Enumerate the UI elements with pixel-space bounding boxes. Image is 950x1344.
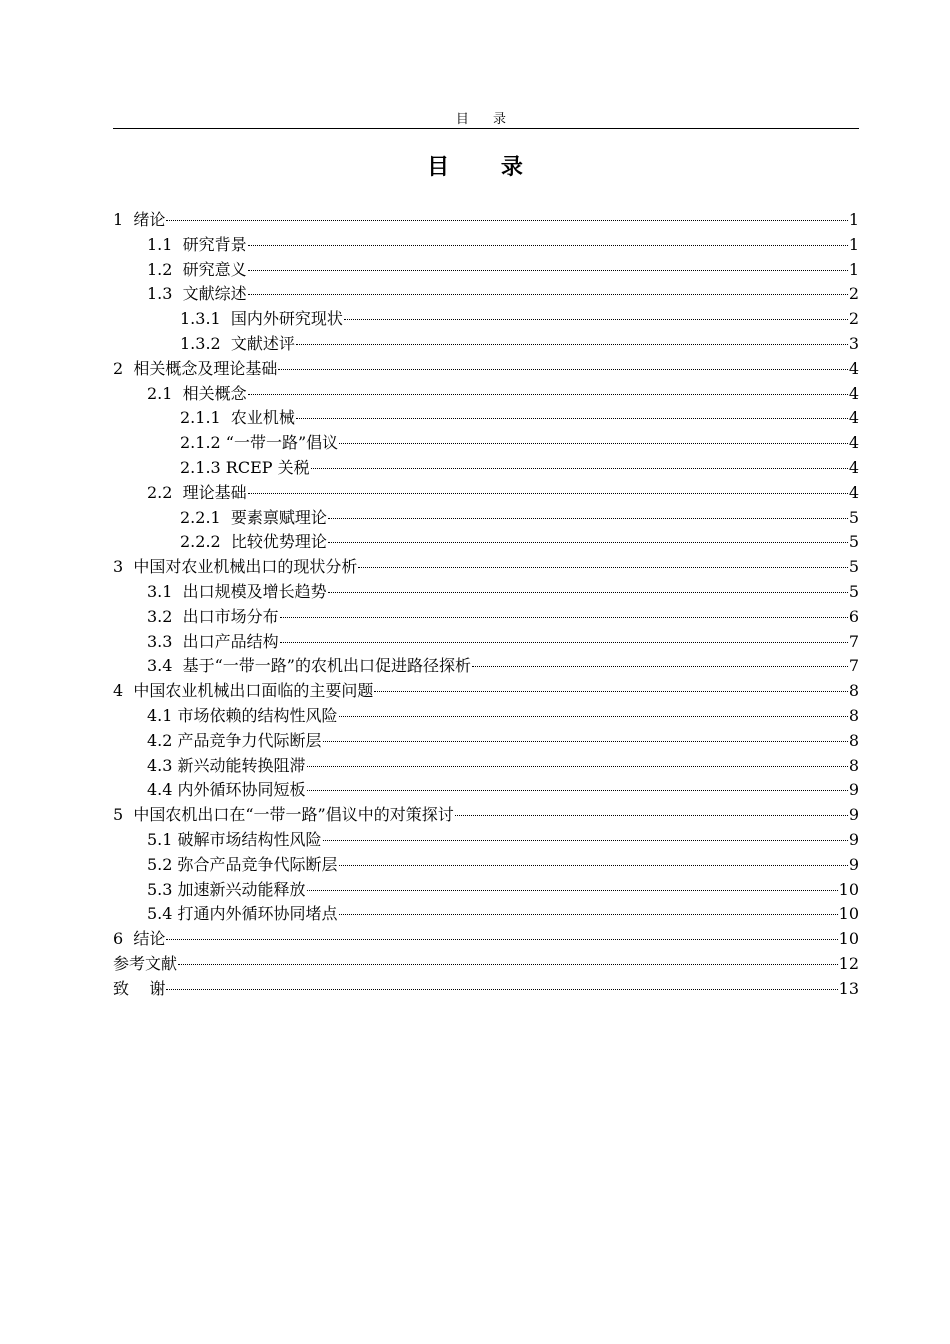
toc-dot-leader [280, 617, 848, 618]
toc-page-number: 7 [848, 631, 859, 651]
toc-dot-leader [328, 518, 848, 519]
toc-entry-label: 2.2.2 比较优势理论 [180, 532, 327, 552]
toc-entry[interactable] [113, 455, 859, 480]
toc-dot-leader [339, 914, 838, 915]
toc-entry[interactable] [113, 356, 859, 381]
toc-page-number: 4 [848, 482, 859, 502]
toc-dot-leader [311, 468, 848, 469]
toc-entry[interactable] [113, 257, 859, 282]
toc-page-number: 9 [848, 829, 859, 849]
toc-entry[interactable] [113, 926, 859, 951]
toc-page-number: 8 [848, 705, 859, 725]
toc-dot-leader [248, 245, 848, 246]
toc-page-number: 5 [848, 557, 859, 577]
toc-entry[interactable] [113, 505, 859, 530]
running-header: 目 录 [455, 112, 517, 127]
toc-page-number: 1 [848, 259, 859, 279]
toc-entry-label: 4 中国农业机械出口面临的主要问题 [113, 681, 374, 701]
toc-entry-label: 1.3.2 文献述评 [180, 333, 295, 353]
toc-entry[interactable] [113, 405, 859, 430]
toc-entry-label: 2.1.2 “一带一路”倡议 [180, 433, 339, 453]
toc-entry-label: 6 结论 [113, 929, 166, 949]
toc-dot-leader [358, 567, 847, 568]
toc-entry-label: 5.3 加速新兴动能释放 [147, 879, 306, 899]
toc-entry-label: 3 中国对农业机械出口的现状分析 [113, 557, 358, 577]
toc-dot-leader [296, 344, 848, 345]
toc-entry[interactable] [113, 480, 859, 505]
toc-entry[interactable] [113, 901, 859, 926]
toc-page-number: 1 [848, 210, 859, 229]
toc-page-number: 13 [838, 978, 859, 998]
toc-entry[interactable] [113, 629, 859, 654]
toc-entry-label: 2.1.3 RCEP 关税 [180, 457, 310, 477]
toc-entry-label: 2.2 理论基础 [147, 482, 247, 502]
toc-entry-label: 1.2 研究意义 [147, 259, 247, 279]
toc-entry-label: 1.3.1 国内外研究现状 [180, 309, 343, 329]
toc-page-number: 9 [848, 854, 859, 874]
toc-dot-leader [278, 369, 847, 370]
toc-entry[interactable] [113, 827, 859, 852]
toc-entry-label: 2.2.1 要素禀赋理论 [180, 507, 327, 527]
toc-entry[interactable] [113, 951, 859, 976]
toc-dot-leader [280, 642, 848, 643]
toc-page-number: 8 [848, 755, 859, 775]
toc-entry[interactable] [113, 529, 859, 554]
toc-dot-leader [323, 741, 848, 742]
toc-dot-leader [178, 964, 838, 965]
toc-dot-leader [248, 270, 848, 271]
toc-entry-label: 3.4 基于“一带一路”的农机出口促进路径探析 [147, 656, 471, 676]
toc-entry[interactable] [113, 802, 859, 827]
toc-page-number: 8 [848, 681, 859, 701]
toc-dot-leader [166, 989, 837, 990]
toc-dot-leader [248, 294, 848, 295]
toc-page-number: 4 [848, 408, 859, 428]
toc-entry-label: 5 中国农机出口在“一带一路”倡议中的对策探讨 [113, 805, 454, 825]
toc-entry-label: 4.3 新兴动能转换阻滞 [147, 755, 306, 775]
toc-page-number: 4 [848, 383, 859, 403]
toc-entry-label: 2 相关概念及理论基础 [113, 358, 278, 378]
toc-entry[interactable] [113, 554, 859, 579]
toc-entry[interactable] [113, 306, 859, 331]
toc-entry[interactable] [113, 232, 859, 257]
toc-entry-label: 致 谢 [113, 978, 166, 998]
toc-page-number: 4 [848, 457, 859, 477]
toc-entry[interactable] [113, 976, 859, 1001]
toc-entry[interactable] [113, 653, 859, 678]
toc-dot-leader [455, 815, 848, 816]
toc-dot-leader [307, 890, 838, 891]
toc-entry-label: 3.3 出口产品结构 [147, 631, 279, 651]
toc-page-number: 4 [848, 433, 859, 453]
toc-entry-label: 1 绪论 [113, 210, 166, 229]
toc-entry-label: 4.2 产品竞争力代际断层 [147, 730, 322, 750]
toc-dot-leader [307, 790, 848, 791]
toc-page-number: 3 [848, 333, 859, 353]
toc-page-number: 9 [848, 780, 859, 800]
toc-entry[interactable] [113, 281, 859, 306]
toc-entry-label: 4.1 市场依赖的结构性风险 [147, 705, 338, 725]
toc-dot-leader [323, 840, 848, 841]
toc-entry[interactable] [113, 728, 859, 753]
toc-entry-label: 4.4 内外循环协同短板 [147, 780, 306, 800]
toc-entry[interactable] [113, 381, 859, 406]
toc-entry-label: 2.1 相关概念 [147, 383, 247, 403]
toc-entry-label: 1.1 研究背景 [147, 234, 247, 254]
toc-entry[interactable] [113, 331, 859, 356]
toc-dot-leader [339, 865, 848, 866]
toc-page-number: 2 [848, 309, 859, 329]
header-rule [113, 128, 859, 129]
toc-entry-label: 5.1 破解市场结构性风险 [147, 829, 322, 849]
page-title: 目 录 [427, 155, 545, 180]
toc-entry[interactable] [113, 579, 859, 604]
toc-entry[interactable] [113, 678, 859, 703]
toc-dot-leader [339, 716, 848, 717]
toc-entry[interactable] [113, 207, 859, 232]
toc-entry-label: 5.2 弥合产品竞争代际断层 [147, 854, 338, 874]
toc-entry-label: 5.4 打通内外循环协同堵点 [147, 904, 338, 924]
toc-page-number: 9 [848, 805, 859, 825]
toc-dot-leader [328, 592, 848, 593]
toc-page-number: 7 [848, 656, 859, 676]
toc-dot-leader [248, 394, 848, 395]
toc-entry[interactable] [113, 877, 859, 902]
toc-page-number: 1 [848, 234, 859, 254]
toc-entry-label: 1.3 文献综述 [147, 284, 247, 304]
toc-dot-leader [248, 493, 848, 494]
toc-dot-leader [166, 939, 837, 940]
toc-entry[interactable] [113, 604, 859, 629]
toc-dot-leader [339, 443, 848, 444]
toc-entry[interactable] [113, 703, 859, 728]
toc-page-number: 5 [848, 532, 859, 552]
toc-page-number: 5 [848, 581, 859, 601]
toc-dot-leader [307, 766, 848, 767]
toc-entry-label: 3.2 出口市场分布 [147, 606, 279, 626]
toc-entry[interactable] [113, 753, 859, 778]
toc-entry-label: 2.1.1 农业机械 [180, 408, 295, 428]
toc-entry-label: 参考文献 [113, 953, 178, 973]
toc-page-number: 10 [838, 929, 859, 949]
toc-entry[interactable] [113, 777, 859, 802]
toc-dot-leader [472, 666, 848, 667]
toc-page-number: 8 [848, 730, 859, 750]
toc-dot-leader [328, 542, 848, 543]
toc-dot-leader [166, 220, 847, 221]
toc-page-number: 12 [838, 953, 859, 973]
toc-dot-leader [344, 319, 848, 320]
toc-dot-leader [296, 418, 848, 419]
toc-page-number: 10 [838, 904, 859, 924]
toc-page-number: 2 [848, 284, 859, 304]
toc-page-number: 6 [848, 606, 859, 626]
toc-entry-label: 3.1 出口规模及增长趋势 [147, 581, 327, 601]
toc-dot-leader [374, 691, 847, 692]
toc-page-number: 5 [848, 507, 859, 527]
toc-page-number: 10 [838, 879, 859, 899]
toc-entry[interactable] [113, 430, 859, 455]
toc-page-number: 4 [848, 358, 859, 378]
table-of-contents [113, 207, 859, 1001]
toc-entry[interactable] [113, 852, 859, 877]
